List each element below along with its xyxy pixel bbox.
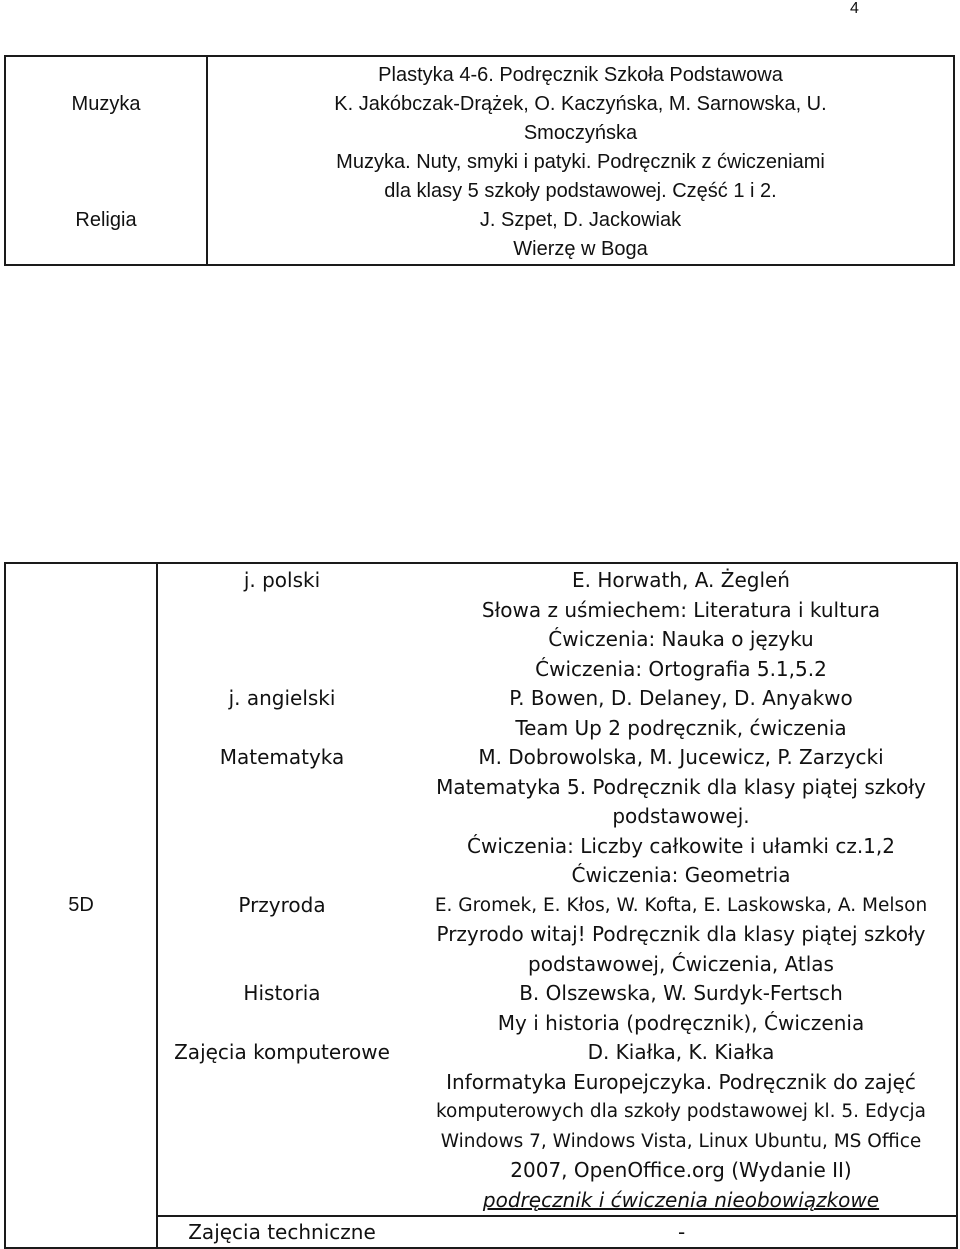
book-line: E. Horwath, A. Żegleń [572,568,790,592]
top-books-column [207,56,954,265]
book-line: podstawowej, Ćwiczenia, Atlas [528,951,834,976]
book-line: K. Jakóbczak-Drążek, O. Kaczyńska, M. Sarnowska, U. [334,93,827,115]
book-line: Informatyka Europejczyka. Podręcznik do zajęć [446,1069,916,1094]
book-line: podstawowej. [612,804,750,828]
class-5d-textbook-table [4,562,958,1249]
top-textbook-table [4,55,955,266]
class-name: 5D [5,563,157,1248]
optional-note: podręcznik i ćwiczenia nieobowiązkowe [482,1187,880,1212]
subject-j-angielski: j. angielski [228,686,336,710]
page-number: 4 [850,0,859,17]
book-line: Windows 7, Windows Vista, Linux Ubuntu, MS Office [440,1130,922,1152]
subject-j-polski: j. polski [243,568,321,592]
book-line: Matematyka 5. Podręcznik dla klasy piątej szkoły [436,774,926,799]
book-line: B. Olszewska, W. Surdyk-Fertsch [519,981,843,1005]
book-line: E. Gromek, E. Kłos, W. Kofta, E. Laskowska, A. Melson [434,894,928,916]
subject-muzyka: Muzyka [71,93,141,115]
book-line: P. Bowen, D. Delaney, D. Anyakwo [509,686,853,710]
book-line: komputerowych dla szkoły podstawowej kl. 5. Edycja [436,1101,926,1122]
book-line: Ćwiczenia: Liczby całkowite i ułamki cz.1,2 [467,833,895,858]
book-line: Wierzę w Boga [513,238,648,260]
subject-religia: Religia [75,209,137,231]
row-zajecia-techniczne [157,1216,957,1248]
book-line: 2007, OpenOffice.org (Wydanie II) [510,1158,852,1182]
book-line: Przyrodo witaj! Podręcznik dla klasy piątej szkoły [436,922,926,946]
book-line: Ćwiczenia: Geometria [571,863,791,887]
book-line: Team Up 2 podręcznik, ćwiczenia [515,715,847,740]
book-line: M. Dobrowolska, M. Jucewicz, P. Zarzycki [478,745,884,769]
subject-przyroda: Przyroda [238,892,326,917]
book-line: Plastyka 4-6. Podręcznik Szkoła Podstawowa [378,64,783,86]
subject-column [157,563,406,1216]
subject-zajecia-techniczne: Zajęcia techniczne [188,1220,376,1244]
book-line: My i historia (podręcznik), Ćwiczenia [497,1010,865,1035]
books-column [406,563,957,1216]
book-line: Ćwiczenia: Ortografia 5.1,5.2 [535,656,827,681]
book-line: J. Szpet, D. Jackowiak [479,209,682,231]
subject-historia: Historia [243,981,321,1005]
book-line: Słowa z uśmiechem: Literatura i kultura [481,597,881,622]
subject-zajecia-komputerowe: Zajęcia komputerowe [174,1040,390,1064]
zajecia-techniczne-value: - [678,1220,686,1244]
book-line: Muzyka. Nuty, smyki i patyki. Podręcznik z ćwiczeniami [336,151,825,173]
book-line: dla klasy 5 szkoły podstawowej. Część 1 i 2. [384,180,777,202]
book-line: Smoczyńska [523,122,638,144]
subject-matematyka: Matematyka [219,745,345,769]
book-line: Ćwiczenia: Nauka o języku [548,627,814,651]
book-line: D. Kiałka, K. Kiałka [587,1040,775,1064]
top-subject-column [5,56,207,265]
